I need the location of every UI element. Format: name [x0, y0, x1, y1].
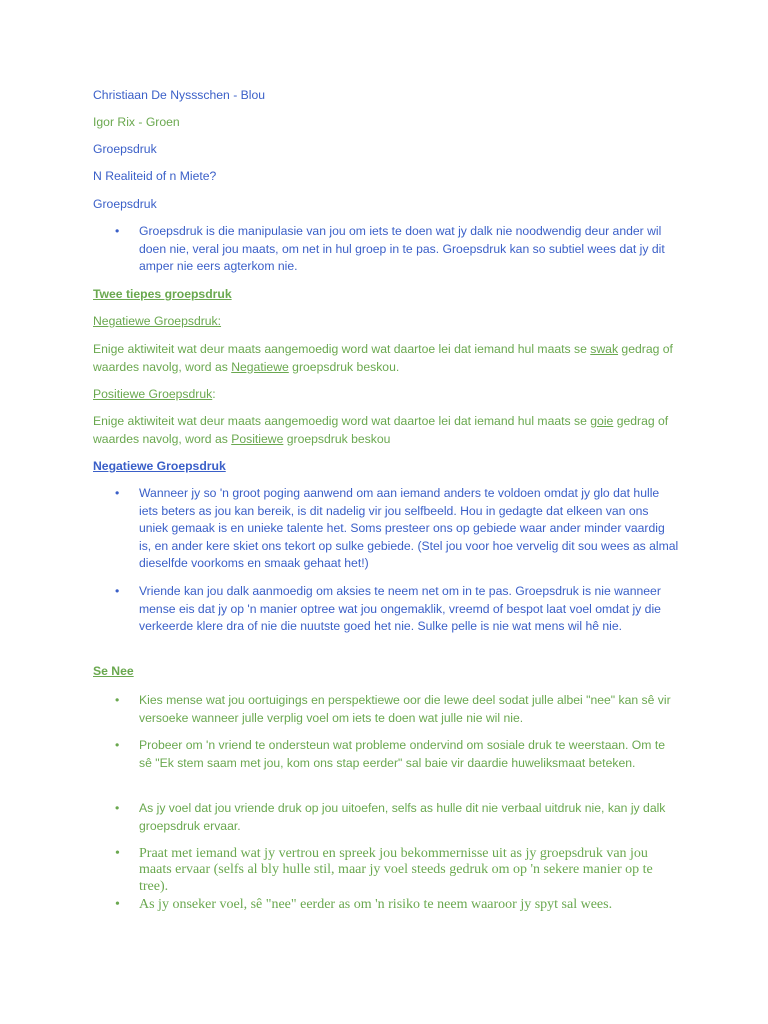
types-heading: Twee tiepes groepsdruk — [93, 287, 232, 301]
definition-text: Groepsdruk is die manipulasie van jou om iets te doen wat jy dalk nie noodwendig deur ander wil doen nie, veral jou maats, om net in hul groep in te pas. Groepsdruk kan so subtiel wees dat jy dit amper nie eers agterkom nie. — [139, 224, 665, 274]
list-item-text: Probeer om 'n vriend te ondersteun wat probleme ondervind om sosiale druk te weerstaan. Om te sê "Ek stem saam met jou, kom ons stap eerder" sal baie vir daardie huweliksmaat beteken. — [139, 738, 665, 770]
bullet-icon: • — [115, 486, 120, 500]
word-goie: goie — [590, 414, 614, 428]
word-negatiewe: Negatiewe — [231, 359, 289, 374]
bullet-icon: • — [115, 846, 120, 861]
list-item-text: Kies mense wat jou oortuigings en perspektiewe oor die lewe deel sodat julle albei "nee" kan sê vir versoeke wanneer julle verplig voel om iets te doen wat julle nie wil nie. — [139, 693, 671, 725]
negative-heading: Negatiewe Groepsdruk — [93, 459, 226, 473]
subtitle: N Realiteid of n Miete? — [93, 169, 217, 183]
list-item-text: Praat met iemand wat jy vertrou en spreek jou bekommernisse uit as jy groepsdruk van jou maats ervaar (selfs al bly hulle stil, maar jy voel steeds gedruk om op 'n sekere manier op te tree). — [139, 846, 653, 894]
negative-definition: Enige aktiwiteit wat deur maats aangemoedig word wat daartoe lei dat iemand hul maats se swak gedrag of waardes navolg, word as Negatiewe groepsdruk beskou. — [93, 342, 673, 374]
heading-groepsdruk-2: Groepsdruk — [93, 197, 157, 211]
negative-label: Negatiewe Groepsdruk: — [93, 314, 222, 328]
word-swak: swak — [590, 342, 619, 356]
author-green: Igor Rix - Groen — [93, 115, 180, 129]
se-nee-heading: Se Nee — [93, 664, 134, 678]
bullet-icon: • — [115, 738, 120, 752]
positive-definition: Enige aktiwiteit wat deur maats aangemoedig word wat daartoe lei dat iemand hul maats se goie gedrag of waardes navolg, word as Positiewe groepsdruk beskou — [93, 414, 669, 446]
bullet-icon: • — [115, 224, 120, 238]
word-positiewe: Positiewe — [231, 431, 284, 446]
positive-label: Positiewe Groepsdruk: — [93, 387, 216, 401]
list-item-text: Wanneer jy so 'n groot poging aanwend om aan iemand anders te voldoen omdat jy glo dat hulle iets beters as jou kan bereik, is dit nadelig vir jou selfbeeld. Hou in gedagte dat elkeen van ons uniek gemaak is en unieke talente het. Soms presteer ons op gebiede waar ander minder vaardig is, en ander kere skiet ons tekort op sulke gebiede. (Stel jou voor hoe vervelig dit sou wees as almal dieselfde voorkoms en smaak gehaat het!) — [139, 486, 679, 571]
bullet-icon: • — [115, 693, 120, 707]
list-item-text: Vriende kan jou dalk aanmoedig om aksies te neem net om in te pas. Groepsdruk is nie wanneer mense eis dat jy op 'n manier optree wat jou ongemaklik, vreemd of bespot laat voel omdat jy die verkeerde klere dra of nie die nuutste goed het nie. Sulke pelle is nie wat mens wil hê nie. — [139, 584, 661, 634]
bullet-icon: • — [115, 897, 120, 912]
bullet-icon: • — [115, 584, 120, 598]
list-item-text: As jy onseker voel, sê "nee" eerder as om 'n risiko te neem waaroor jy spyt sal wees. — [139, 897, 613, 912]
author-blue: Christiaan De Nyssschen - Blou — [93, 88, 266, 102]
heading-groepsdruk: Groepsdruk — [93, 142, 157, 156]
list-item-text: As jy voel dat jou vriende druk op jou uitoefen, selfs as hulle dit nie verbaal uitdruk nie, kan jy dalk groepsdruk ervaar. — [139, 801, 666, 833]
bullet-icon: • — [115, 801, 120, 815]
